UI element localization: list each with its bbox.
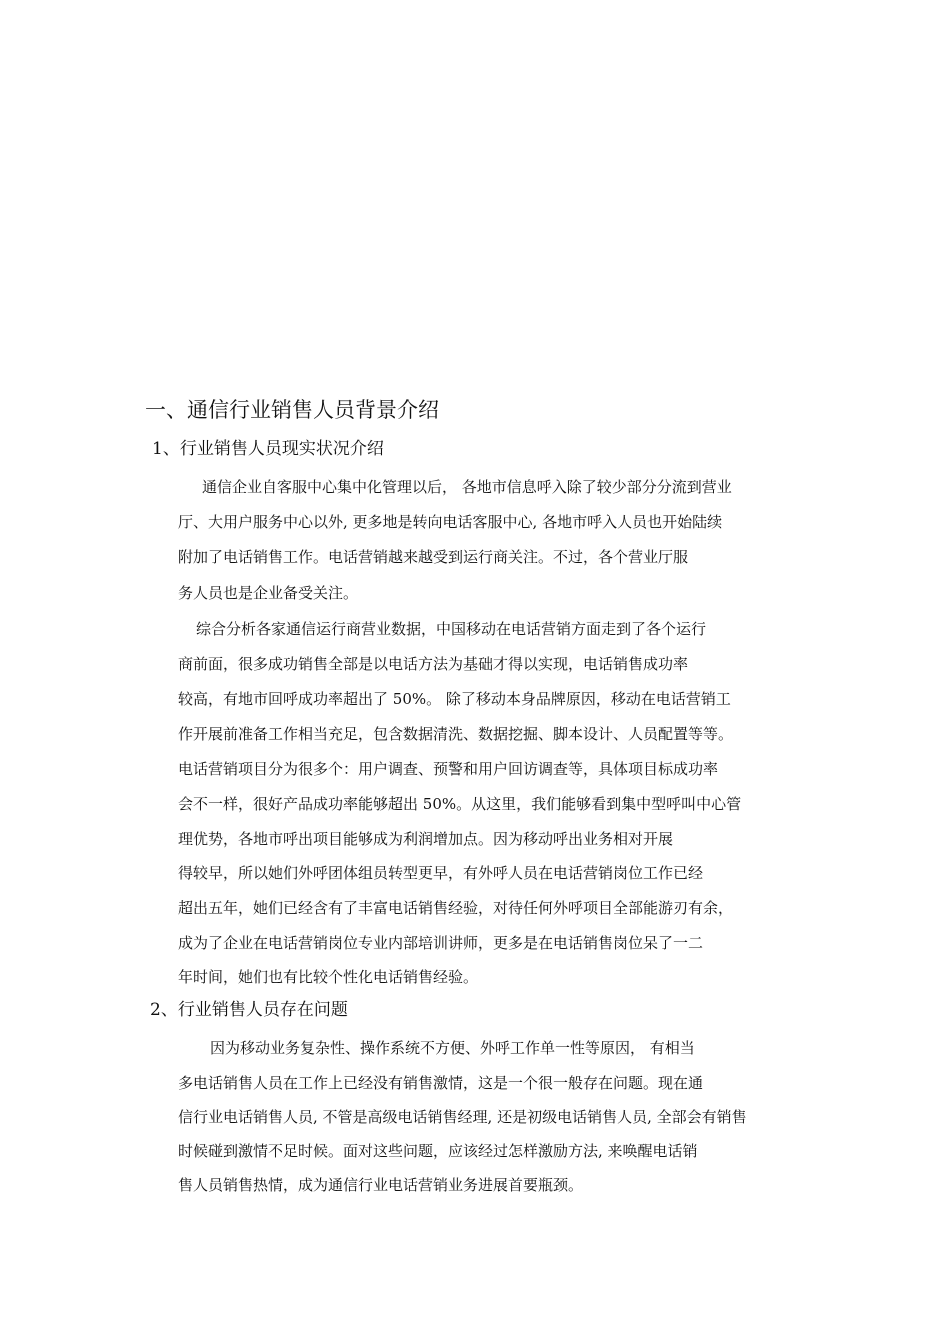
paragraph-line: 电话营销项目分为很多个：用户调查、预警和用户回访调查等，具体项目标成功率	[178, 760, 719, 778]
paragraph-line: 多电话销售人员在工作上已经没有销售激情，这是一个很一般存在问题。现在通	[178, 1074, 704, 1092]
paragraph-line: 较高，有地市回呼成功率超出了 50%。 除了移动本身品牌原因，移动在电话营销工	[178, 690, 731, 708]
paragraph-line: 得较早，所以她们外呼团体组员转型更早，有外呼人员在电话营销岗位工作已经	[178, 864, 704, 882]
section-2-title: 2、行业销售人员存在问题	[150, 1000, 348, 1020]
paragraph-line: 作开展前准备工作相当充足，包含数据清洗、数据挖掘、脚本设计、人员配置等等。	[178, 725, 734, 743]
paragraph-line: 会不一样，很好产品成功率能够超出 50%。从这里，我们能够看到集中型呼叫中心管	[178, 795, 742, 813]
paragraph-line: 年时间，她们也有比较个性化电话销售经验。	[178, 968, 479, 986]
paragraph-line: 超出五年，她们已经含有了丰富电话销售经验，对待任何外呼项目全部能游刃有余，	[178, 899, 734, 917]
paragraph-line: 附加了电话销售工作。电话营销越来越受到运行商关注。不过，各个营业厅服	[178, 548, 689, 566]
paragraph-line: 信行业电话销售人员, 不管是高级电话销售经理, 还是初级电话销售人员, 全部会有销售	[178, 1108, 747, 1126]
section-1-title: 1、行业销售人员现实状况介绍	[152, 439, 384, 459]
paragraph-line: 因为移动业务复杂性、操作系统不方便、外呼工作单一性等原因， 有相当	[210, 1039, 695, 1057]
paragraph-line: 务人员也是企业备受关注。	[178, 584, 359, 602]
paragraph-line: 理优势，各地市呼出项目能够成为利润增加点。因为移动呼出业务相对开展	[178, 830, 674, 848]
heading-1: 一、通信行业销售人员背景介绍	[145, 398, 439, 422]
paragraph-line: 厅、大用户服务中心以外, 更多地是转向电话客服中心, 各地市呼入人员也开始陆续	[178, 513, 723, 531]
paragraph-line: 成为了企业在电话营销岗位专业内部培训讲师，更多是在电话销售岗位呆了一二	[178, 934, 704, 952]
paragraph-line: 通信企业自客服中心集中化管理以后， 各地市信息呼入除了较少部分分流到营业	[202, 478, 732, 496]
paragraph-line: 商前面，很多成功销售全部是以电话方法为基础才得以实现，电话销售成功率	[178, 655, 689, 673]
paragraph-line: 售人员销售热情，成为通信行业电话营销业务进展首要瓶颈。	[178, 1176, 584, 1194]
paragraph-line: 时候碰到激情不足时候。面对这些问题，应该经过怎样激励方法, 来唤醒电话销	[178, 1142, 698, 1160]
paragraph-line: 综合分析各家通信运行商营业数据，中国移动在电话营销方面走到了各个运行	[196, 620, 707, 638]
